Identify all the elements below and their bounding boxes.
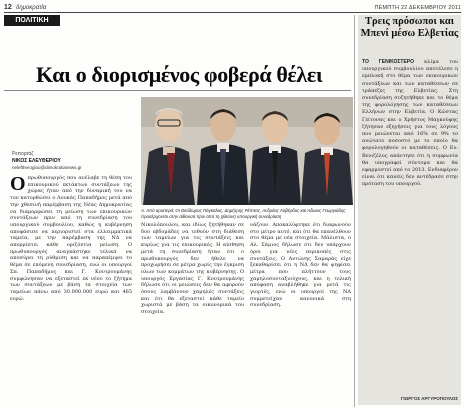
side-article-title: Τρεις πρόσωποι και Μπενί μέσω Ελβετίας xyxy=(360,16,459,39)
byline-role: Ρεπορτάζ xyxy=(12,151,34,157)
side-article-author: ΓΙΩΡΓΟΣ ΑΡΓΥΡΟΠΟΥΛΟΣ xyxy=(400,396,458,401)
byline xyxy=(12,151,61,165)
headline-rule xyxy=(4,90,351,91)
side-article-body xyxy=(362,59,458,189)
author-email: neleftheroglou@dimokratianews.gr xyxy=(12,165,82,170)
column-3-text: νάζουν. Αποκαλύφτηκε ότι διαφωνούν στο μέτρο αυτό, και ότι θα επανέλθουν στο θέμα με νέα στοιχεία. Μάλιστα, ο Αλ. Σάμιος δήλωσε ότι δεν υπάρχουν όροι για νέες περικοπές στις συντάξεις. Ο Αντώνης Σαμαράς είχε ξεκαθαρίσει ότι η ΝΔ δεν θα ψηφίσει μέτρα που πλήττουν τους χαμηλοσυνταξιούχους, και η τελική απόφαση αναβλήθηκε για μετά τις γιορτές, ενώ οι υπουργοί της ΝΔ συμμετείχαν κανονικά στη συνεδρίαση. xyxy=(250,222,351,309)
page-number: 12 xyxy=(4,4,12,11)
column-2-text: Νικολόπουλου, και ιδίως ζητήθηκαν σε δυο εβδομάδες να τεθούν στη διάθεση των ταμείων για τις συντάξεις και κυρίως για τις επικουρικές. Η αίσθηση μετά τη συνεδρίαση ήταν ότι ο πρωθυπουργός δεν ήθελε να προχωρήσει σε μέτρα χωρίς την έγκριση όλων των κομμάτων της κυβέρνησης. Ο υπουργός Εργασίας Γ. Κουτρουμάνης δήλωσε ότι οι μειώσεις δεν θα αφορούν όσους λαμβάνουν χαμηλές συντάξεις και ότι θα εξεταστεί κάθε ταμείο χωριστά με βάση τα οικονομικά του στοιχεία. xyxy=(141,222,244,316)
side-article-text: κλίμα του υπουργικού συμβουλίου αποτέλεσε η εμπλοκή στο θέμα των επικουρικών συντάξεων και των καταθέσεων σε τράπεζες της Ελβετίας. Στη συνεδρίαση συζητήθηκε και το θέμα της φορολόγησης των καταθέσεων Ελλήνων στην Ελβετία. Ο Κώστας Γείτονας και ο Χρήστος Μαγκούφης ζήτησαν εξηγήσεις για τους λόγους που μειώνεται από 16% σε 9% το ανώτατο ποσοστό με το οποίο θα φορολογηθούν οι καταθέσεις. Ο Ευ. Βενιζέλος απάντησε ότι η συμφωνία θα υπογραφεί σύντομα και θα εφαρμοστεί από το 2013. Ενδιαφέρον είναι ότι κανείς δεν αντέδρασε στην πρόταση του υπουργού. xyxy=(362,59,458,188)
article-headline: Και ο διορισμένος φοβερά θέλει xyxy=(36,62,323,87)
article-column-2 xyxy=(141,222,244,405)
politicians-photo-illustration xyxy=(141,97,353,205)
article-column-3 xyxy=(250,222,351,405)
side-article-lead: ΤΟ ΓΕΝΙΚΟΣΤΕΡΟ xyxy=(362,59,415,65)
byline-name: ΝΙΚΟΣ ΕΛΕΥΘΕΡΙΟΥ xyxy=(12,158,61,164)
newspaper-name: δημοκρατία xyxy=(16,5,47,11)
photo-caption: Α. Από αριστερά: Οι Θεόδωρος Πάγκαλος, Δημήτρης Ρέππας, Ανδρέας Λοβέρδος και Άδωνις Γεωργιάδης προσέρχονται στην αίθουσα πριν από τη χθεσινή υπουργική συνεδρίαση xyxy=(141,208,346,219)
issue-date: ΠΕΜΠΤΗ 22 ΔΕΚΕΜΒΡΙΟΥ 2011 xyxy=(374,5,461,11)
column-1-text: πρωθυπουργός που ανέλαβε τη θέση του επικουρικού εκτάκτων συντάξεων της χώρας ήταν από την δυναμική του να τον κατορθώσει ο Λουκάς Παπαδήμος μετά από την χθεσινή παρέμβαση της Νέας Δημοκρατίας να διαμορφώσει τη μείωση των επικουρικών συντάξεων πριν από τη συνεδρίαση του υπουργικού συμβουλίου, καθώς η κυβέρνηση αποφάσισε να περιοριστεί στα ελλειμματικά ταμεία, με την παρέμβαση της ΝΔ να απορρίπτει κάθε οριζόντια μείωση. Ο πρωθυπουργός αναγκάστηκε τελικά να αποσύρει τη ρύθμιση και να παραπέμψει το θέμα σε επόμενη συνεδρίαση, ενώ οι υπουργοί Σπ. Παπαδήμος και Γ. Κουτρουμάνης συμφώνησαν να εξεταστεί εκ νέου το ζήτημα των συντάξεων με βάση τα στοιχεία των ταμείων πάνω από 30.000.000 ευρώ και 465 ευρώ. xyxy=(10,175,132,302)
article-photo xyxy=(141,97,353,205)
article-column-1 xyxy=(10,175,132,405)
section-label: ΠΟΛΙΤΙΚΗ xyxy=(4,15,60,26)
drop-cap: Ο xyxy=(10,175,26,195)
header-rule xyxy=(4,12,461,13)
column-separator xyxy=(354,15,355,407)
